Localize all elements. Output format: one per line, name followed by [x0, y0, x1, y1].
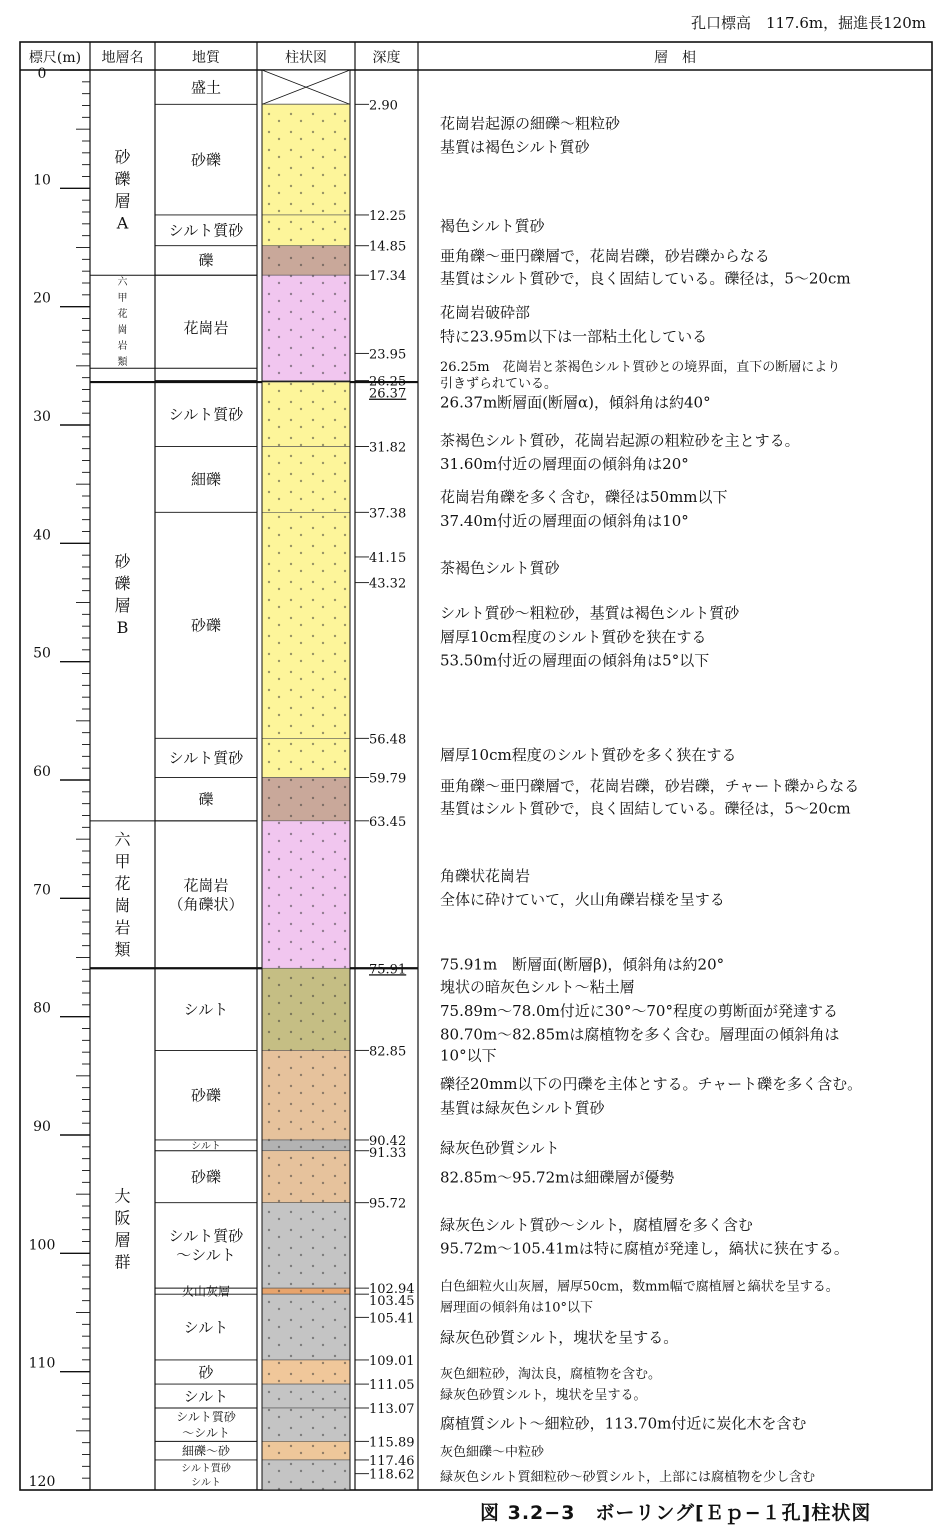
formation-name-char: 類: [114, 940, 131, 960]
geology-label: （角礫状）: [168, 895, 244, 914]
formation-name-char: 礫: [114, 169, 131, 189]
depth-label: 37.38: [369, 506, 407, 522]
formation-name-char: 層: [114, 1230, 131, 1250]
depth-label: 118.62: [369, 1467, 415, 1483]
formation-name-char: 礫: [114, 574, 131, 594]
depth-label: 82.85: [369, 1044, 407, 1060]
geology-label: 〜シルト: [182, 1425, 230, 1440]
depth-label: 17.34: [369, 269, 407, 285]
geology-label: シルト質砂: [168, 405, 244, 424]
strata-pattern: [262, 447, 350, 513]
strata-pattern: [262, 104, 350, 215]
formation-name-char: 花: [114, 874, 131, 894]
geology-label: シルト: [183, 1318, 229, 1337]
facies-text: 31.60m付近の層理面の傾斜角は20°: [440, 455, 689, 474]
geology-label: シルト質砂: [176, 1409, 236, 1424]
facies-text: 茶褐色シルト質砂: [440, 559, 560, 578]
strata-pattern: [262, 1460, 350, 1490]
geology-label: 砂礫: [190, 1167, 222, 1186]
scale-label: 0: [37, 66, 47, 82]
facies-text: 礫径20mm以下の円礫を主体とする。チャート礫を多く含む。: [440, 1075, 863, 1094]
geology-label: 盛土: [190, 78, 222, 97]
scale-label: 120: [28, 1474, 56, 1490]
header-formation: 地層名: [101, 50, 144, 66]
geology-label: 礫: [198, 790, 214, 809]
depth-label: 75.91: [369, 962, 407, 978]
formation-name-char: 阪: [114, 1208, 131, 1228]
facies-text: 53.50m付近の層理面の傾斜角は5°以下: [440, 651, 710, 670]
facies-text: 灰色細礫〜中粒砂: [440, 1444, 545, 1460]
geology-label: シルト質砂: [168, 221, 244, 240]
facies-text: 白色細粒火山灰層，層厚50cm，数mm幅で腐植層と縞状を呈する。: [440, 1279, 839, 1295]
depth-label: 31.82: [369, 440, 407, 456]
strata-pattern: [262, 1203, 350, 1288]
depth-label: 90.42: [369, 1133, 407, 1149]
depth-label: 12.25: [369, 208, 407, 224]
facies-text: 花崗岩破砕部: [440, 303, 531, 322]
header-geology: 地質: [192, 50, 220, 66]
formation-name-char: 崗: [117, 325, 128, 337]
formation-name-char: 六: [117, 277, 128, 289]
formation-name-char: 層: [114, 191, 131, 211]
geology-label: シルト: [191, 1477, 221, 1489]
formation-name-char: 群: [114, 1252, 131, 1272]
geology-label: シルト質砂: [168, 1227, 244, 1246]
geology-label: 〜シルト: [176, 1246, 236, 1265]
formation-name-char: 類: [117, 357, 128, 369]
geology-label: 礫: [198, 251, 214, 270]
header-facies: 層 相: [654, 50, 696, 66]
depth-label: 14.85: [369, 239, 407, 255]
depth-label: 26.25: [369, 374, 407, 390]
formation-name-char: 甲: [114, 852, 131, 872]
depth-label: 95.72: [369, 1196, 407, 1212]
depth-label: 91.33: [369, 1145, 407, 1161]
facies-text: 75.89m〜78.0m付近に30°〜70°程度の剪断面が発達する: [440, 1001, 838, 1020]
formation-name-char: 岩: [117, 341, 128, 353]
geology-label: 砂礫: [190, 1086, 222, 1105]
facies-text: 26.25m 花崗岩と茶褐色シルト質砂との境界面，直下の断層により: [440, 359, 841, 375]
geology-label: シルト: [191, 1140, 221, 1152]
geology-label: 砂礫: [190, 616, 222, 635]
facies-text: 基質はシルト質砂で，良く固結している。礫径は，5〜20cm: [440, 269, 851, 288]
depth-label: 109.01: [369, 1353, 415, 1369]
facies-text: 緑灰色砂質シルト，塊状を呈する。: [440, 1328, 679, 1347]
facies-text: 花崗岩起源の細礫〜粗粒砂: [440, 114, 621, 133]
facies-text: 37.40m付近の層理面の傾斜角は10°: [440, 511, 689, 530]
strata-pattern: [262, 1050, 350, 1140]
strata-pattern: [262, 1360, 350, 1384]
header-depth: 深度: [372, 50, 401, 66]
depth-label: 26.37: [369, 386, 407, 402]
facies-text: 26.37m断層面(断層α)，傾斜角は約40°: [440, 393, 711, 412]
borehole-info: 孔口標高 117.6m，掘進長120m: [690, 14, 926, 32]
depth-label: 105.41: [369, 1311, 415, 1327]
depth-label: 113.07: [369, 1401, 415, 1417]
facies-text: 角礫状花崗岩: [440, 866, 531, 885]
facies-text: 灰色細粒砂，淘汰良，腐植物を含む。: [440, 1366, 662, 1382]
facies-text: 82.85m〜95.72mは細礫層が優勢: [440, 1168, 675, 1187]
facies-text: 褐色シルト質砂: [440, 217, 545, 236]
facies-text: 10°以下: [440, 1046, 497, 1065]
scale-label: 10: [33, 172, 51, 189]
depth-label: 2.90: [369, 98, 398, 114]
formation-name-char: 甲: [117, 293, 128, 305]
strata-pattern: [262, 512, 350, 738]
geology-label: 砂: [198, 1363, 214, 1382]
depth-label: 41.15: [369, 550, 407, 566]
depth-scale: [29, 66, 90, 1490]
geology-label: 火山灰層: [181, 1284, 231, 1299]
geology-label: シルト質砂: [168, 749, 244, 768]
figure-caption: 図 3.2−3 ボーリング[Ｅｐ−１孔]柱状図: [480, 1502, 872, 1524]
strata-pattern: [262, 246, 350, 275]
strata-pattern: [262, 1408, 350, 1441]
facies-text: 花崗岩角礫を多く含む，礫径は50mm以下: [440, 488, 728, 507]
facies-text: 塊状の暗灰色シルト〜粘土層: [440, 978, 635, 997]
strata-pattern: [262, 275, 350, 380]
scale-label: 60: [33, 764, 51, 780]
scale-label: 50: [33, 645, 51, 662]
facies-text: 緑灰色砂質シルト，塊状を呈する。: [440, 1388, 647, 1404]
facies-text: 基質は褐色シルト質砂: [440, 137, 590, 156]
formation-name-char: 砂: [114, 147, 131, 167]
facies-text: 特に23.95m以下は一部粘土化している: [440, 327, 708, 346]
geology-label: シルト: [183, 1387, 229, 1406]
formation-name-char: 岩: [114, 918, 131, 938]
facies-column: [440, 114, 862, 1485]
facies-text: 茶褐色シルト質砂，花崗岩起源の粗粒砂を主とする。: [440, 431, 800, 450]
strata-pattern: [262, 738, 350, 777]
facies-text: シルト質砂〜粗粒砂，基質は褐色シルト質砂: [440, 604, 740, 623]
formation-name-char: 大: [114, 1186, 131, 1206]
strata-pattern: [262, 821, 350, 968]
scale-label: 30: [33, 409, 51, 425]
geology-label: 砂礫: [190, 150, 222, 169]
depth-label: 59.79: [369, 771, 407, 787]
geology-column: [155, 78, 257, 1490]
facies-text: 緑灰色シルト質砂〜シルト，腐植層を多く含む: [440, 1215, 753, 1234]
scale-label: 70: [33, 882, 51, 899]
facies-text: 層厚10cm程度のシルト質砂を狭在する: [440, 627, 707, 646]
facies-text: 亜角礫〜亜円礫層で，花崗岩礫，砂岩礫，チャート礫からなる: [440, 776, 860, 795]
strata-pattern: [262, 968, 350, 1050]
geology-label: 花崗岩: [183, 319, 229, 338]
strata-pattern: [262, 1140, 350, 1151]
depth-label: 117.46: [369, 1453, 415, 1469]
facies-text: 95.72m〜105.41mは特に腐植が発達し，縞状に狭在する。: [440, 1239, 849, 1258]
facies-text: 引きずられている。: [440, 376, 558, 392]
header-scale: 標尺(m): [28, 50, 82, 66]
scale-label: 80: [33, 1000, 51, 1017]
geology-label: 細礫〜砂: [181, 1443, 231, 1458]
depth-label: 23.95: [369, 347, 407, 363]
scale-label: 90: [33, 1119, 51, 1135]
formation-name-char: 層: [114, 596, 131, 616]
facies-text: 層理面の傾斜角は10°以下: [440, 1300, 594, 1316]
strata-pattern: [262, 382, 350, 446]
depth-label: 43.32: [369, 576, 407, 592]
facies-text: 亜角礫〜亜円礫層で，花崗岩礫，砂岩礫からなる: [440, 246, 770, 265]
strata-column: [262, 70, 350, 1490]
depth-column: [355, 98, 415, 1482]
facies-text: 緑灰色シルト質細粒砂〜砂質シルト，上部には腐植物を少し含む: [440, 1469, 816, 1485]
depth-label: 102.94: [369, 1282, 415, 1298]
facies-text: 層厚10cm程度のシルト質砂を多く狭在する: [440, 746, 737, 765]
geology-label: 花崗岩: [183, 876, 229, 895]
strata-pattern: [262, 1384, 350, 1408]
scale-label: 40: [33, 527, 51, 544]
formation-name-char: B: [116, 618, 129, 638]
geology-label: 細礫: [190, 470, 222, 489]
scale-label: 110: [28, 1355, 56, 1372]
geology-label: シルト: [183, 1000, 229, 1019]
strata-pattern: [262, 1441, 350, 1460]
facies-text: 75.91m 断層面(断層β)，傾斜角は約20°: [440, 955, 725, 974]
scale-label: 100: [28, 1237, 56, 1254]
facies-text: 全体に砕けていて，火山角礫岩様を呈する: [440, 890, 725, 909]
depth-label: 56.48: [369, 732, 407, 748]
geology-label: シルト質砂: [181, 1463, 231, 1475]
depth-label: 63.45: [369, 814, 407, 830]
strata-pattern: [262, 1294, 350, 1360]
formation-name-char: 砂: [114, 552, 131, 572]
depth-label: 115.89: [369, 1435, 415, 1451]
facies-text: 80.70m〜82.85mは腐植物を多く含む。層理面の傾斜角は: [440, 1025, 840, 1044]
strata-pattern: [262, 778, 350, 821]
strata-pattern: [262, 1151, 350, 1203]
formation-name-char: 六: [114, 830, 131, 850]
facies-text: 腐植質シルト〜細粒砂，113.70m付近に炭化木を含む: [440, 1414, 807, 1433]
facies-text: 基質は緑灰色シルト質砂: [440, 1098, 605, 1117]
strata-pattern: [262, 1288, 350, 1294]
formation-name-char: 花: [117, 309, 128, 321]
facies-text: 緑灰色砂質シルト: [440, 1139, 560, 1158]
facies-text: 基質はシルト質砂で，良く固結している。礫径は，5〜20cm: [440, 799, 851, 818]
formation-name-char: 崗: [114, 896, 131, 916]
header-column: 柱状図: [285, 50, 327, 66]
depth-label: 111.05: [369, 1378, 415, 1394]
formation-name-char: A: [116, 213, 129, 233]
column-headers: [29, 49, 696, 66]
scale-label: 20: [33, 290, 51, 307]
depth-label: 103.45: [369, 1294, 415, 1310]
strata-pattern: [262, 215, 350, 246]
